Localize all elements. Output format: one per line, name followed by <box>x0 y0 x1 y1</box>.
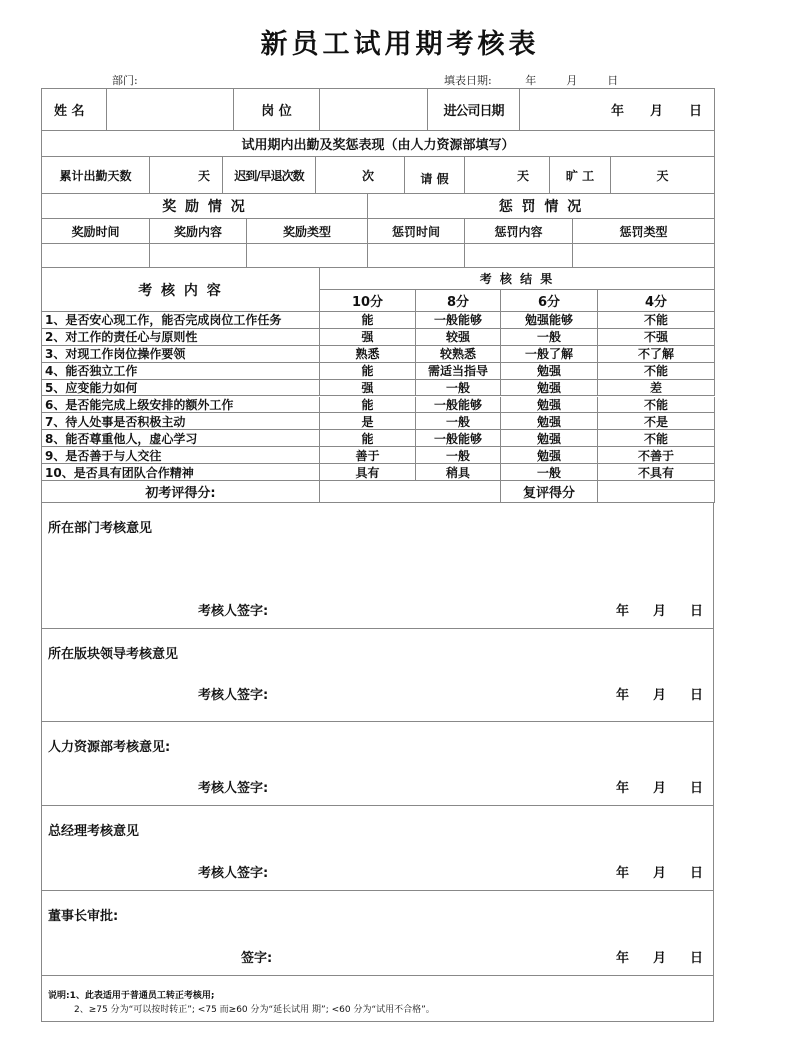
hr-signature-label: 考核人签字: <box>198 781 269 796</box>
dept-signature-date: 年 月 日 <box>615 604 703 619</box>
name-field[interactable] <box>107 88 234 131</box>
review-score-field[interactable] <box>598 481 715 503</box>
score-4-criterion[interactable]: 不了解 <box>598 346 715 363</box>
penalty-type-field[interactable] <box>573 244 715 268</box>
score-4-criterion[interactable]: 不善于 <box>598 447 715 464</box>
score-8-criterion[interactable]: 一般能够 <box>416 312 501 329</box>
penalty-type-header: 惩罚类型 <box>573 219 715 244</box>
score-6-criterion[interactable]: 勉强 <box>501 430 598 447</box>
assessment-item: 6、是否能完成上级安排的额外工作 <box>41 397 320 414</box>
division-signature-label: 考核人签字: <box>198 688 269 703</box>
score-10-criterion[interactable]: 具有 <box>320 464 416 481</box>
reward-type-field[interactable] <box>247 244 368 268</box>
chairman-signature-date: 年 月 日 <box>615 951 703 966</box>
score-8-criterion[interactable]: 一般能够 <box>416 397 501 414</box>
score-10-criterion[interactable]: 熟悉 <box>320 346 416 363</box>
dept-opinion-title: 所在部门考核意见 <box>48 521 153 536</box>
reward-content-header: 奖励内容 <box>150 219 247 244</box>
score-4-criterion[interactable]: 不具有 <box>598 464 715 481</box>
fill-date-ymd: 年 月 日 <box>525 74 619 87</box>
score-6-criterion[interactable]: 一般 <box>501 329 598 346</box>
absent-field[interactable]: 天 <box>611 157 715 194</box>
hr-opinion-section[interactable] <box>41 722 714 806</box>
initial-score-field[interactable] <box>320 481 501 503</box>
assessment-result-header: 考 核 结 果 <box>320 268 715 290</box>
leave-field[interactable]: 天 <box>465 157 550 194</box>
name-label: 姓 名 <box>41 88 107 131</box>
score-10-criterion[interactable]: 能 <box>320 430 416 447</box>
hr-opinion-title: 人力资源部考核意见: <box>48 740 171 755</box>
absent-label: 旷 工 <box>550 157 611 194</box>
penalty-time-header: 惩罚时间 <box>368 219 465 244</box>
score-6-criterion[interactable]: 勉强 <box>501 397 598 414</box>
score-8-criterion[interactable]: 一般 <box>416 447 501 464</box>
score-10-criterion[interactable]: 强 <box>320 380 416 397</box>
initial-score-label: 初考评得分: <box>41 481 320 503</box>
rewards-title: 奖 励 情 况 <box>41 194 368 219</box>
score-header-10: 10分 <box>320 290 416 312</box>
gm-opinion-title: 总经理考核意见 <box>48 824 140 839</box>
review-score-label: 复评得分 <box>501 481 598 503</box>
assessment-item: 7、待人处事是否积极主动 <box>41 413 320 430</box>
position-field[interactable] <box>320 88 428 131</box>
score-4-criterion[interactable]: 不能 <box>598 312 715 329</box>
score-10-criterion[interactable]: 能 <box>320 312 416 329</box>
join-date-label: 进公司日期 <box>428 88 520 131</box>
page-title: 新员工试用期考核表 <box>260 29 540 60</box>
late-count-field[interactable]: 次 <box>316 157 405 194</box>
gm-signature-date: 年 月 日 <box>615 866 703 881</box>
score-6-criterion[interactable]: 勉强 <box>501 413 598 430</box>
penalty-content-field[interactable] <box>465 244 573 268</box>
dept-opinion-section[interactable] <box>41 503 714 629</box>
total-days-field[interactable]: 天 <box>150 157 223 194</box>
note-line-1: 说明:1、此表适用于普通员工转正考核用; <box>48 991 215 1001</box>
score-8-criterion[interactable]: 一般能够 <box>416 430 501 447</box>
score-6-criterion[interactable]: 勉强 <box>501 380 598 397</box>
score-4-criterion[interactable]: 差 <box>598 380 715 397</box>
penalties-title: 惩 罚 情 况 <box>368 194 715 219</box>
score-header-8: 8分 <box>416 290 501 312</box>
reward-content-field[interactable] <box>150 244 247 268</box>
score-10-criterion[interactable]: 善于 <box>320 447 416 464</box>
division-signature-date: 年 月 日 <box>615 688 703 703</box>
division-opinion-title: 所在版块领导考核意见 <box>48 647 179 662</box>
assessment-item: 4、能否独立工作 <box>41 363 320 380</box>
score-8-criterion[interactable]: 较熟悉 <box>416 346 501 363</box>
leave-label: 请 假 <box>405 157 465 194</box>
assessment-item: 2、对工作的责任心与原则性 <box>41 329 320 346</box>
chairman-approval-section[interactable] <box>41 891 714 976</box>
score-4-criterion[interactable]: 不能 <box>598 397 715 414</box>
note-line-2: 2、≥75 分为“可以按时转正”; <75 而≥60 分为“延长试用 期”; <60 分为“试用不合格”。 <box>74 1005 435 1015</box>
dept-signature-label: 考核人签字: <box>198 604 269 619</box>
score-8-criterion[interactable]: 需适当指导 <box>416 363 501 380</box>
score-4-criterion[interactable]: 不强 <box>598 329 715 346</box>
score-8-criterion[interactable]: 较强 <box>416 329 501 346</box>
division-opinion-section[interactable] <box>41 629 714 722</box>
chairman-signature-label: 签字: <box>241 951 273 966</box>
gm-signature-label: 考核人签字: <box>198 866 269 881</box>
assessment-item: 3、对现工作岗位操作要领 <box>41 346 320 363</box>
assessment-item: 10、是否具有团队合作精神 <box>41 464 320 481</box>
score-8-criterion[interactable]: 稍具 <box>416 464 501 481</box>
join-date-field[interactable]: 年 月 日 <box>520 88 715 131</box>
score-4-criterion[interactable]: 不能 <box>598 363 715 380</box>
assessment-item: 9、是否善于与人交往 <box>41 447 320 464</box>
reward-type-header: 奖励类型 <box>247 219 368 244</box>
attendance-section-title: 试用期内出勤及奖惩表现（由人力资源部填写） <box>41 131 715 157</box>
assessment-item: 8、能否尊重他人，虚心学习 <box>41 430 320 447</box>
score-4-criterion[interactable]: 不能 <box>598 430 715 447</box>
penalty-content-header: 惩罚内容 <box>465 219 573 244</box>
score-header-4: 4分 <box>598 290 715 312</box>
score-10-criterion[interactable]: 强 <box>320 329 416 346</box>
score-4-criterion[interactable]: 不是 <box>598 413 715 430</box>
score-6-criterion[interactable]: 勉强能够 <box>501 312 598 329</box>
score-6-criterion[interactable]: 一般了解 <box>501 346 598 363</box>
reward-time-header: 奖励时间 <box>41 219 150 244</box>
reward-time-field[interactable] <box>41 244 150 268</box>
gm-opinion-section[interactable] <box>41 806 714 891</box>
total-days-label: 累计出勤天数 <box>41 157 150 194</box>
score-header-6: 6分 <box>501 290 598 312</box>
score-6-criterion[interactable]: 勉强 <box>501 447 598 464</box>
department-label: 部门: <box>112 74 138 87</box>
score-10-criterion[interactable]: 是 <box>320 413 416 430</box>
hr-signature-date: 年 月 日 <box>615 781 703 796</box>
score-8-criterion[interactable]: 一般 <box>416 413 501 430</box>
assessment-content-header: 考 核 内 容 <box>41 268 320 312</box>
score-10-criterion[interactable]: 能 <box>320 397 416 414</box>
score-8-criterion[interactable]: 一般 <box>416 380 501 397</box>
fill-date <box>444 72 618 88</box>
chairman-approval-title: 董事长审批: <box>48 909 119 924</box>
score-6-criterion[interactable]: 勉强 <box>501 363 598 380</box>
score-10-criterion[interactable]: 能 <box>320 363 416 380</box>
assessment-item: 1、是否安心现工作，能否完成岗位工作任务 <box>41 312 320 329</box>
assessment-item: 5、应变能力如何 <box>41 380 320 397</box>
fill-date-label: 填表日期: <box>444 74 492 87</box>
late-count-label: 迟到/早退次数 <box>223 157 316 194</box>
position-label: 岗 位 <box>234 88 320 131</box>
penalty-time-field[interactable] <box>368 244 465 268</box>
score-6-criterion[interactable]: 一般 <box>501 464 598 481</box>
